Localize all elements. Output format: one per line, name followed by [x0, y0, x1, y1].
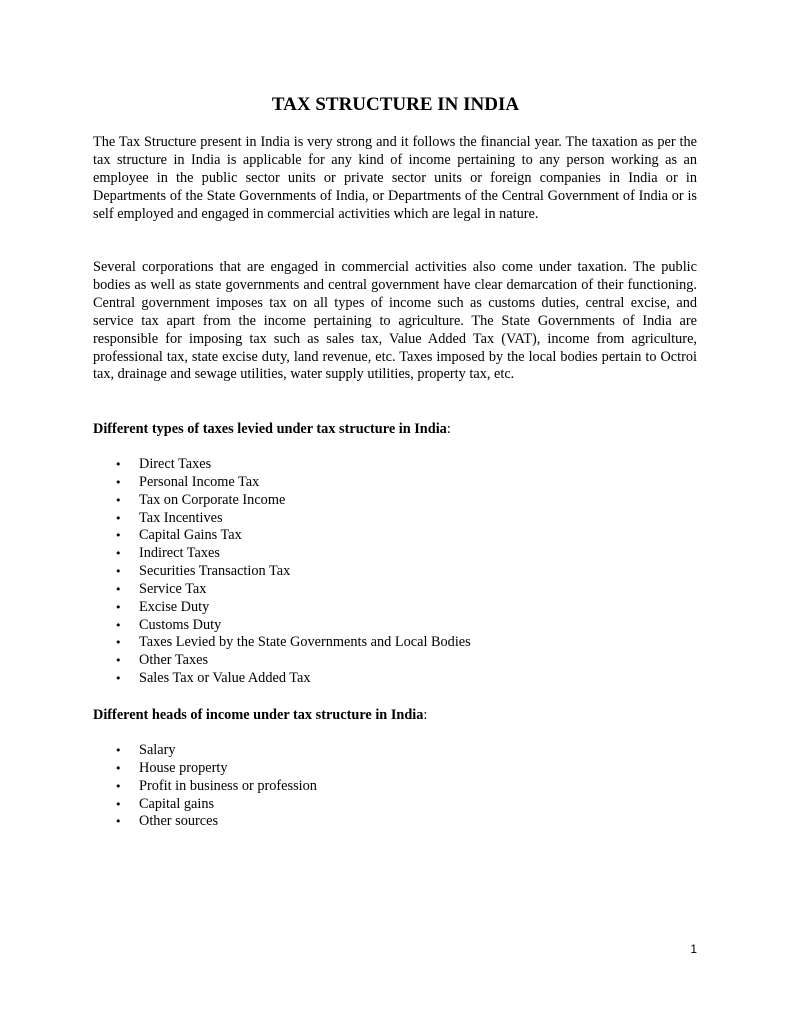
page-title: TAX STRUCTURE IN INDIA: [271, 94, 520, 115]
list-item: • Salary: [93, 742, 317, 760]
corporations-paragraph: Several corporations that are engaged in commercial activities also come under taxation. The public bodies as well as state governments and central government have clear demarcation of their functioning. Central government imposes tax on all types of income such as customs duties, central excise, and service tax apart from the income pertaining to agriculture. The State Governments of India are responsible for imposing tax such as sales tax, Value Added Tax (VAT), income from agriculture, professional tax, state excise duty, land revenue, etc. Taxes imposed by the local bodies pertain to Octroi tax, drainage and sewage utilities, water supply utilities, property tax, etc.: [93, 259, 697, 383]
list-item: • Capital gains: [93, 796, 317, 814]
income-heads-heading-colon: :: [423, 707, 428, 723]
income-heads-heading-text: Different heads of income under tax structure in India: [93, 707, 424, 723]
page-number: 1: [690, 942, 697, 956]
tax-types-heading-text: Different types of taxes levied under tax structure in India: [93, 421, 447, 437]
list-item: • Other Taxes: [93, 652, 471, 670]
tax-types-heading: [93, 420, 451, 438]
list-item: • Other sources: [93, 813, 317, 831]
list-item: • Personal Income Tax: [93, 474, 471, 492]
intro-paragraph: The Tax Structure present in India is very strong and it follows the financial year. The taxation as per the tax structure in India is applicable for any kind of income pertaining to any person working as an employee in the public sector units or private sector units or foreign companies in India or in Departments of the State Governments of India, or Departments of the Central Government of India or is self employed and engaged in commercial activities which are legal in nature.: [93, 134, 697, 222]
list-item: • Tax Incentives: [93, 510, 471, 528]
list-item: • Service Tax: [93, 581, 471, 599]
list-item: • Customs Duty: [93, 617, 471, 635]
list-item: • Profit in business or profession: [93, 778, 317, 796]
list-item: • Securities Transaction Tax: [93, 563, 471, 581]
list-item: • Indirect Taxes: [93, 545, 471, 563]
list-item: • Capital Gains Tax: [93, 527, 471, 545]
income-heads-heading: [93, 706, 427, 724]
tax-types-heading-colon: :: [446, 421, 451, 437]
tax-types-list: [93, 456, 471, 688]
income-heads-list: [93, 742, 317, 831]
list-item: • Direct Taxes: [93, 456, 471, 474]
list-item: • Tax on Corporate Income: [93, 492, 471, 510]
list-item: • Excise Duty: [93, 599, 471, 617]
list-item: • Sales Tax or Value Added Tax: [93, 670, 471, 688]
list-item: • Taxes Levied by the State Governments and Local Bodies: [93, 634, 471, 652]
list-item: • House property: [93, 760, 317, 778]
